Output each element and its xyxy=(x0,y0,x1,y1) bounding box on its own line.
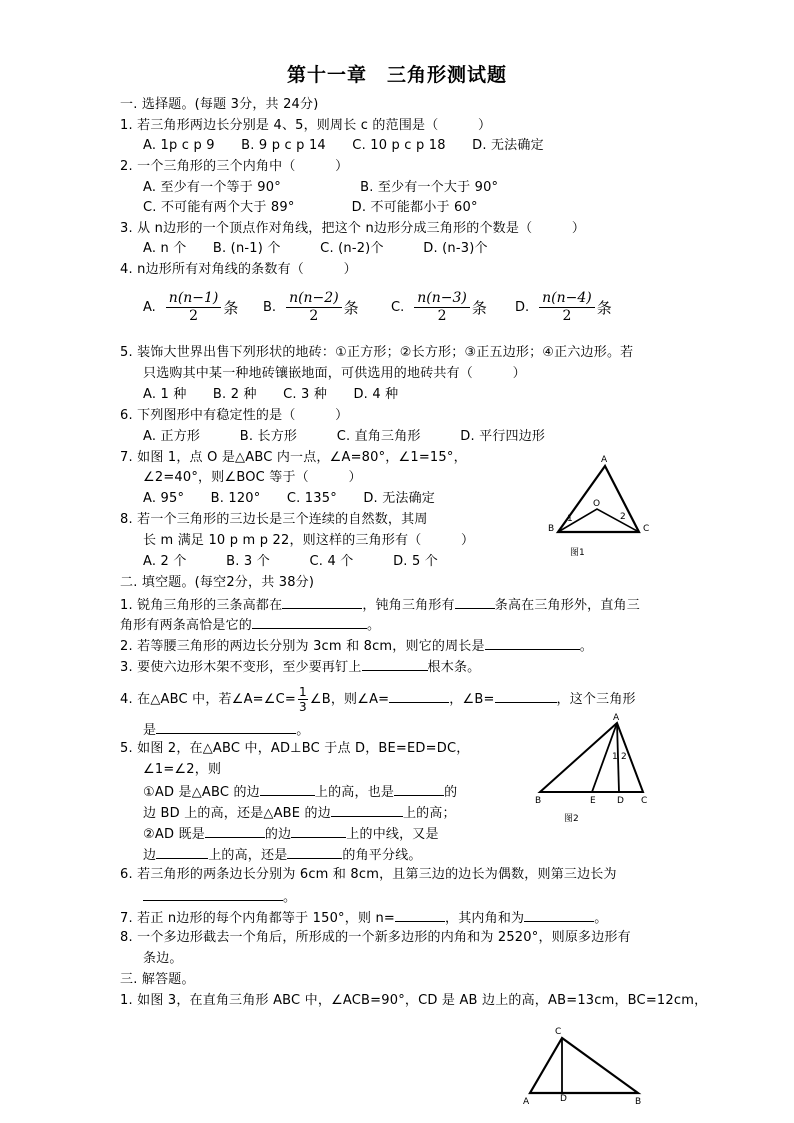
q1-4-option-c: C. $\frac{n(n-3)}{2}$ 条 xyxy=(391,290,487,324)
q1-2-row2: C. 不可能有两个大于 89° D. 不可能都小于 60° xyxy=(143,200,478,215)
q2-5-blank-6[interactable] xyxy=(156,845,208,859)
fig2-triangle xyxy=(540,723,643,792)
q2-6-line1: 6. 若三角形的两条边长分别为 6cm 和 8cm，且第三边的边长为偶数，则第三边长为 xyxy=(120,867,617,882)
q2-5-line5: ②AD 既是 的边 上的中线，又是 xyxy=(143,824,439,844)
fig3-label-b: B xyxy=(635,1097,642,1107)
q2-8-line1: 8. 一个多边形截去一个角后，所形成的一个新多边形的内角和为 2520°，则原多边形有 xyxy=(120,930,631,945)
q1-7-options: A. 95° B. 120° C. 135° D. 无法确定 xyxy=(143,491,435,506)
figure-2 xyxy=(530,708,660,828)
fig1-angle-1: 1 xyxy=(567,514,573,524)
fig2-label-c: C xyxy=(641,796,648,806)
fig1-label-c: C xyxy=(643,524,650,534)
q1-3-options: A. n 个 B. (n-1) 个 C. (n-2)个 D. (n-3)个 xyxy=(143,241,488,256)
q2-5-line6: 边 上的高，还是 的角平分线。 xyxy=(143,845,422,865)
q1-5-line2: 只选购其中某一种地砖镶嵌地面，可供选用的地砖共有（ ） xyxy=(143,366,526,381)
q2-4-fraction: $\frac{1}{3}$ xyxy=(299,685,307,714)
q1-1-options: A. 1p c p 9 B. 9 p c p 14 C. 10 p c p 18 D. 无法确定 xyxy=(143,138,544,153)
fig3-label-d: D xyxy=(560,1094,567,1104)
fig2-label-b: B xyxy=(535,796,542,806)
q2-4-blank-1[interactable] xyxy=(389,689,449,703)
page-title: 第十一章 三角形测试题 xyxy=(286,64,507,86)
q1-4-options xyxy=(143,290,643,330)
fig3-label-a: A xyxy=(523,1097,530,1107)
q3-1-stem: 1. 如图 3，在直角三角形 ABC 中，∠ACB=90°，CD 是 AB 边上的高，AB=13cm，BC=12cm， xyxy=(120,993,708,1008)
q2-1-blank-1[interactable] xyxy=(282,595,362,609)
q2-6-line2: 。 xyxy=(143,887,296,907)
q2-5-blank-3[interactable] xyxy=(331,803,403,817)
q1-4-option-b: B. $\frac{n(n-2)}{2}$ 条 xyxy=(263,290,359,324)
q1-4-option-d: D. $\frac{n(n-4)}{2}$ 条 xyxy=(515,290,612,324)
fig1-caption: 图1 xyxy=(570,548,585,558)
q2-4-blank-2[interactable] xyxy=(495,689,557,703)
fig2-angle-2: 2 xyxy=(621,752,627,762)
section2-heading: 二. 填空题。(每空2分，共 38分) xyxy=(120,575,315,590)
q2-2-blank[interactable] xyxy=(485,636,580,650)
fig1-label-o: O xyxy=(593,499,601,509)
q2-2: 2. 若等腰三角形的两边长分别为 3cm 和 8cm，则它的周长是 。 xyxy=(120,636,593,656)
q1-5-options: A. 1 种 B. 2 种 C. 3 种 D. 4 种 xyxy=(143,387,399,402)
q2-5-blank-1[interactable] xyxy=(260,782,315,796)
q1-7-line2: ∠2=40°，则∠BOC 等于（ ） xyxy=(143,470,362,485)
q1-4-option-a: A. $\frac{n(n-1)}{2}$ 条 xyxy=(143,290,239,324)
q1-8-line2: 长 m 满足 10 p m p 22，则这样的三角形有（ ） xyxy=(143,533,475,548)
section3-heading: 三. 解答题。 xyxy=(120,972,195,987)
section1-heading: 一. 选择题。(每题 3分，共 24分) xyxy=(120,97,319,112)
q1-2-row1: A. 至少有一个等于 90° B. 至少有一个大于 90° xyxy=(143,180,499,195)
fig3-label-c: C xyxy=(555,1027,562,1037)
q2-5-line2: ∠1=∠2，则 xyxy=(143,762,222,777)
figure-1 xyxy=(538,452,658,562)
q2-3-blank[interactable] xyxy=(362,657,428,671)
q2-5-line1: 5. 如图 2，在△ABC 中，AD⊥BC 于点 D，BE=ED=DC， xyxy=(120,741,470,756)
q1-6-stem: 6. 下列图形中有稳定性的是（ ） xyxy=(120,408,349,423)
q2-3: 3. 要使六边形木架不变形，至少要再钉上 根木条。 xyxy=(120,657,480,677)
q2-5-blank-5[interactable] xyxy=(291,824,346,838)
q2-7-blank-2[interactable] xyxy=(524,908,594,922)
fig1-label-b: B xyxy=(548,524,555,534)
q1-4-stem: 4. n边形所有对角线的条数有（ ） xyxy=(120,262,357,277)
q1-2-stem: 2. 一个三角形的三个内角中（ ） xyxy=(120,159,349,174)
fig2-label-e: E xyxy=(590,796,596,806)
q2-5-line4: 边 BD 上的高，还是△ABE 的边 上的高； xyxy=(143,803,456,823)
q2-1-line2: 角形有两条高恰是它的 。 xyxy=(120,615,380,635)
fig1-label-a: A xyxy=(601,455,608,465)
q2-5-line3: ①AD 是△ABC 的边 上的高，也是 的 xyxy=(143,782,457,802)
fig2-label-d: D xyxy=(617,796,624,806)
q1-8-line1: 8. 若一个三角形的三边长是三个连续的自然数，其周 xyxy=(120,512,428,527)
q2-5-blank-7[interactable] xyxy=(287,845,342,859)
q2-6-blank[interactable] xyxy=(143,887,283,901)
q2-1-line1: 1. 锐角三角形的三条高都在 ，钝角三角形有 条高在三角形外，直角三 xyxy=(120,595,640,615)
q1-6-options: A. 正方形 B. 长方形 C. 直角三角形 D. 平行四边形 xyxy=(143,429,546,444)
figure-3 xyxy=(518,1022,648,1112)
fig2-label-a: A xyxy=(613,713,620,723)
q2-1-blank-3[interactable] xyxy=(252,615,367,629)
q2-8-line2: 条边。 xyxy=(143,951,183,966)
q2-7: 7. 若正 n边形的每个内角都等于 150°，则 n= ，其内角和为 。 xyxy=(120,908,607,928)
q2-5-blank-2[interactable] xyxy=(394,782,444,796)
q2-7-blank-1[interactable] xyxy=(395,908,445,922)
q2-1-blank-2[interactable] xyxy=(455,595,495,609)
q2-4-line1: 4. 在△ABC 中，若∠A=∠C= $\frac{1}{3}$ ∠B，则∠A= ，∠B= ，这个三角形 xyxy=(120,685,636,714)
fig2-angle-1: 1 xyxy=(612,752,618,762)
q2-4-line2: 是 。 xyxy=(143,720,309,740)
q1-5-line1: 5. 装饰大世界出售下列形状的地砖：①正方形；②长方形；③正五边形；④正六边形。若 xyxy=(120,345,634,360)
fig1-angle-2: 2 xyxy=(620,512,626,522)
q1-8-options: A. 2 个 B. 3 个 C. 4 个 D. 5 个 xyxy=(143,554,438,569)
q2-4-blank-3[interactable] xyxy=(156,720,296,734)
fig2-caption: 图2 xyxy=(564,814,579,824)
q1-7-line1: 7. 如图 1，点 O 是△ABC 内一点，∠A=80°，∠1=15°， xyxy=(120,450,467,465)
q1-1-stem: 1. 若三角形两边长分别是 4、5，则周长 c 的范围是（ ） xyxy=(120,118,492,133)
fig3-triangle xyxy=(530,1038,638,1093)
q2-5-blank-4[interactable] xyxy=(205,824,265,838)
q1-3-stem: 3. 从 n边形的一个顶点作对角线，把这个 n边形分成三角形的个数是（ ） xyxy=(120,221,586,236)
